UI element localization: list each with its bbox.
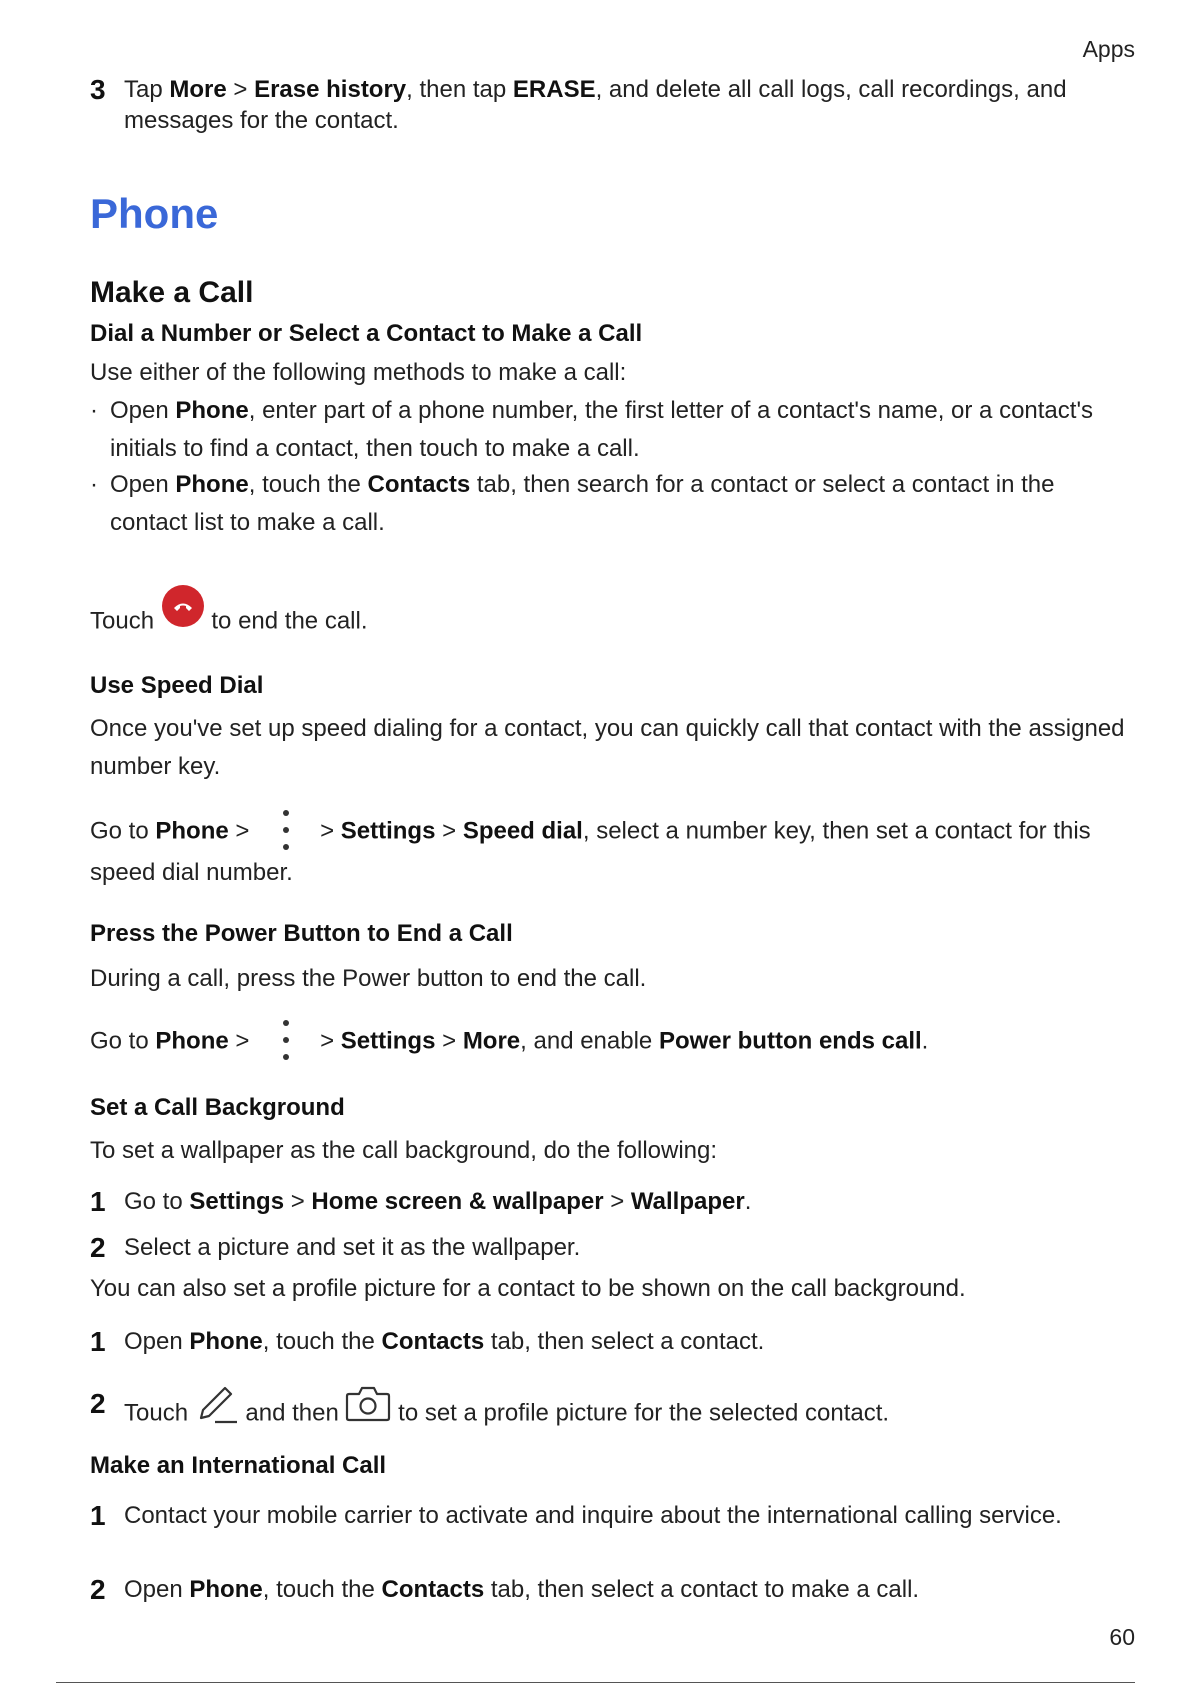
step-text: Open Phone, touch the Contacts tab, then select a contact.: [124, 1328, 765, 1355]
bullet-dot: ·: [90, 471, 98, 498]
step-go-to-wallpaper: [90, 1186, 1131, 1217]
step-touch-edit-camera: [90, 1388, 1131, 1440]
step-erase-history: [90, 74, 1131, 136]
step-select-picture: [90, 1232, 1131, 1263]
subheading-dial-number: Dial a Number or Select a Contact to Make a Call: [90, 320, 643, 347]
step-open-phone-contacts: [90, 1574, 1131, 1605]
dial-intro: Use either of the following methods to make a call:: [90, 359, 627, 386]
bullet-dial-number: [90, 392, 1131, 468]
page-title: Phone: [90, 190, 219, 237]
bullet-text: Open Phone, enter part of a phone number, the first letter of a contact's name, or a contact's initials to find a contact, then touch to make a call.: [110, 397, 1094, 462]
step-text: Touch and then to set a profile picture for the selected contact.: [124, 1388, 1131, 1440]
more-vertical-icon: [270, 810, 302, 854]
page-number: 60: [1109, 1624, 1135, 1650]
pencil-edit-icon: [195, 1382, 239, 1434]
step-text: Tap More > Erase history, then tap ERASE, and delete all call logs, call recordings, and messages for the contact.: [124, 76, 1067, 134]
speed-dial-intro: Once you've set up speed dialing for a contact, you can quickly call that contact with the assigned number key.: [90, 715, 1125, 780]
step-number: 2: [90, 1388, 106, 1419]
step-contact-carrier: [90, 1500, 1131, 1531]
step-number: 2: [90, 1574, 106, 1605]
subheading-international-call: Make an International Call: [90, 1452, 387, 1479]
bullet-dot: ·: [90, 397, 98, 424]
step-number: 3: [90, 74, 106, 105]
speed-dial-path: Go to Phone > > Settings > Speed dial, select a number key, then set a contact for this speed dial number.: [90, 810, 1131, 892]
step-open-contacts: [90, 1326, 1131, 1357]
bullet-contacts-tab: [90, 466, 1131, 542]
power-button-intro: During a call, press the Power button to end the call.: [90, 965, 647, 992]
step-text: Go to Settings > Home screen & wallpaper > Wallpaper.: [124, 1188, 752, 1215]
camera-icon: [345, 1384, 391, 1432]
end-call-icon: [161, 584, 205, 640]
step-text: Contact your mobile carrier to activate and inquire about the international calling service.: [124, 1502, 1062, 1529]
section-heading-make-call: Make a Call: [90, 276, 254, 309]
footer-divider: [56, 1682, 1135, 1683]
end-call-instruction: Touch to end the call.: [90, 594, 1131, 650]
call-background-intro: To set a wallpaper as the call background, do the following:: [90, 1137, 718, 1164]
subheading-speed-dial: Use Speed Dial: [90, 672, 264, 699]
bullet-text: Open Phone, touch the Contacts tab, then search for a contact or select a contact in the contact list to make a call.: [110, 471, 1055, 536]
step-number: 1: [90, 1326, 106, 1357]
subheading-power-button: Press the Power Button to End a Call: [90, 920, 513, 947]
step-number: 2: [90, 1232, 106, 1263]
step-number: 1: [90, 1186, 106, 1217]
profile-picture-note: You can also set a profile picture for a contact to be shown on the call background.: [90, 1275, 966, 1302]
step-number: 1: [90, 1500, 106, 1531]
step-text: Select a picture and set it as the wallpaper.: [124, 1234, 581, 1261]
more-vertical-icon: [270, 1020, 302, 1064]
header-section-label: Apps: [1082, 36, 1135, 62]
subheading-call-background: Set a Call Background: [90, 1094, 345, 1121]
step-text: Open Phone, touch the Contacts tab, then select a contact to make a call.: [124, 1576, 920, 1603]
power-button-path: Go to Phone > > Settings > More, and enable Power button ends call.: [90, 1020, 1131, 1064]
